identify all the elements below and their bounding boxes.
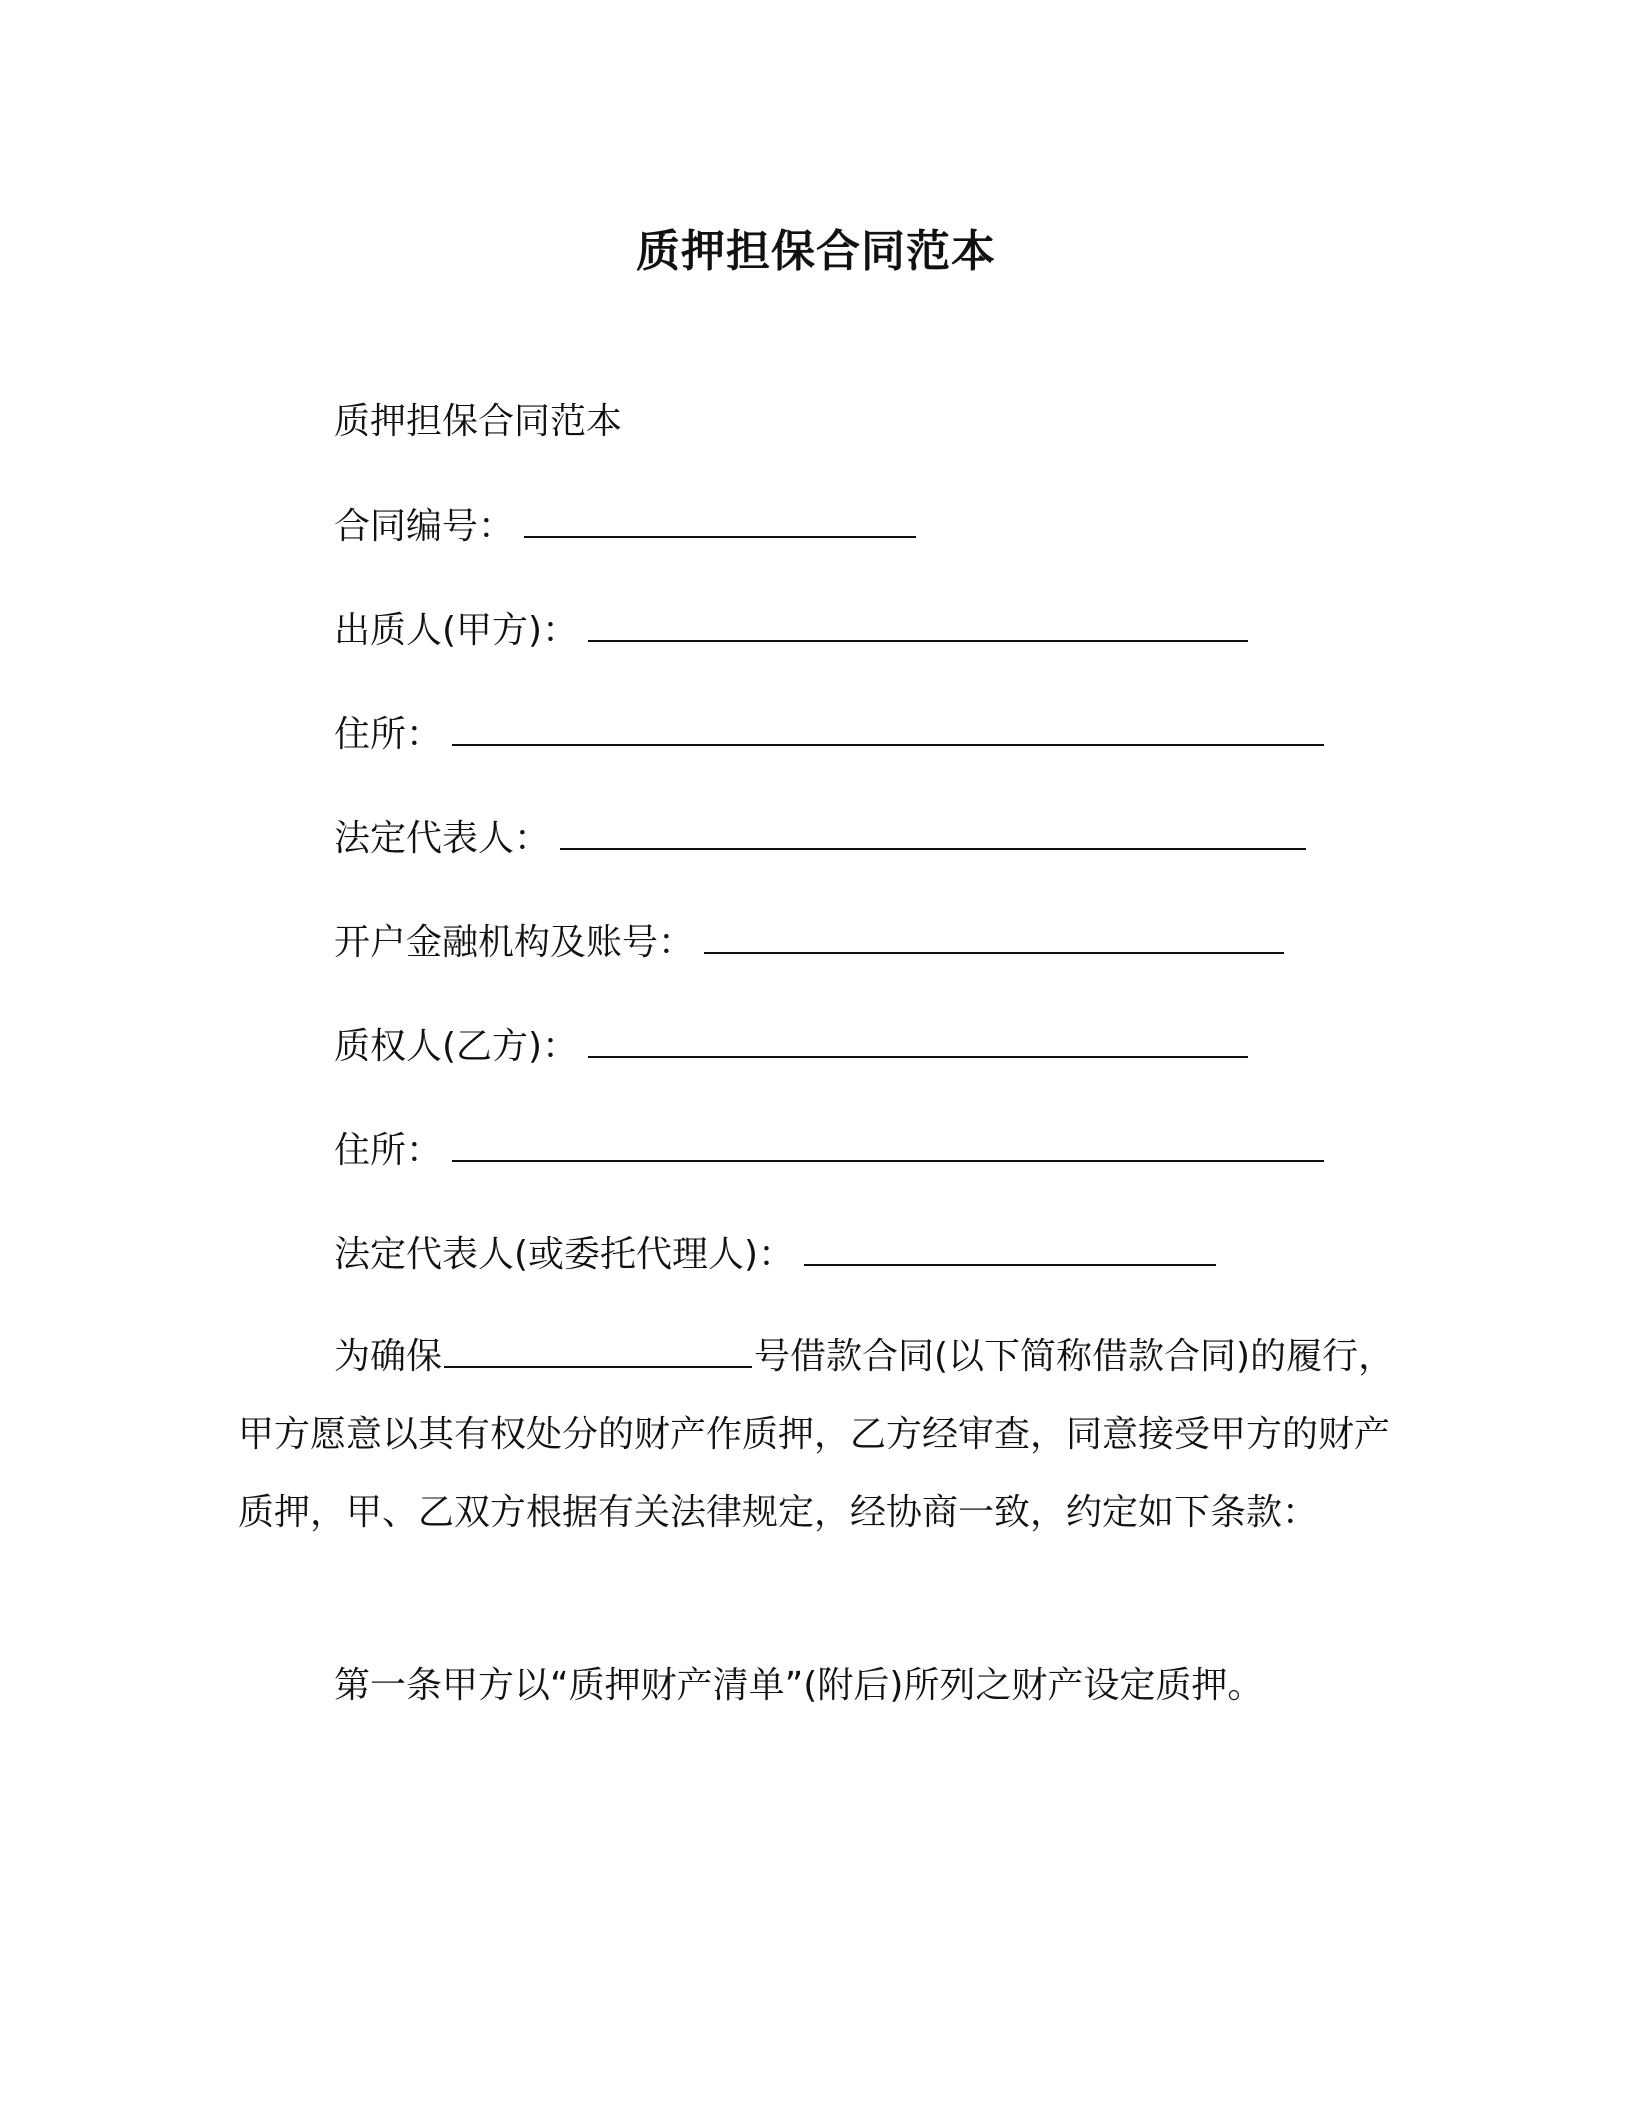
pledgor-row xyxy=(334,606,1248,655)
pledgor-blank[interactable] xyxy=(588,606,1248,642)
loan-contract-number-blank[interactable] xyxy=(444,1332,752,1368)
contract-number-label: 合同编号： xyxy=(334,506,515,547)
pledgor-rep-row xyxy=(334,814,1306,863)
pledgee-rep-blank[interactable] xyxy=(804,1230,1216,1266)
preamble-part2: 号借款合同(以下简称借款合同)的履行，甲方愿意以其有权处分的财产作质押，乙方经审查，同意接受甲方的财产质押，甲、乙双方根据有关法律规定，经协商一致，约定如下条款： xyxy=(238,1336,1395,1533)
contract-number-row xyxy=(334,502,916,551)
pledgee-row xyxy=(334,1022,1248,1071)
pledgee-blank[interactable] xyxy=(588,1022,1248,1058)
article-1: 第一条甲方以“质押财产清单”(附后)所列之财产设定质押。 xyxy=(334,1665,1264,1706)
pledgor-address-label: 住所： xyxy=(334,714,443,755)
preamble-paragraph xyxy=(238,1318,1398,1552)
document-subtitle: 质押担保合同范本 xyxy=(334,401,623,442)
pledgor-rep-label: 法定代表人： xyxy=(334,818,551,859)
pledgor-address-row xyxy=(334,710,1324,759)
pledgor-address-blank[interactable] xyxy=(452,710,1324,746)
pledgor-bank-blank[interactable] xyxy=(704,918,1284,954)
pledgee-rep-row xyxy=(334,1230,1216,1279)
pledgee-address-label: 住所： xyxy=(334,1130,443,1171)
pledgee-rep-label: 法定代表人(或委托代理人)： xyxy=(334,1234,795,1275)
pledgor-rep-blank[interactable] xyxy=(560,814,1306,850)
contract-number-blank[interactable] xyxy=(524,502,916,538)
pledgor-bank-row xyxy=(334,918,1284,967)
pledgor-label: 出质人(甲方)： xyxy=(334,610,579,651)
pledgee-label: 质权人(乙方)： xyxy=(334,1026,579,1067)
preamble-part1: 为确保 xyxy=(334,1336,443,1377)
document-title: 质押担保合同范本 xyxy=(636,226,996,277)
pledgee-address-row xyxy=(334,1126,1324,1175)
pledgor-bank-label: 开户金融机构及账号： xyxy=(334,922,695,963)
pledgee-address-blank[interactable] xyxy=(452,1126,1324,1162)
